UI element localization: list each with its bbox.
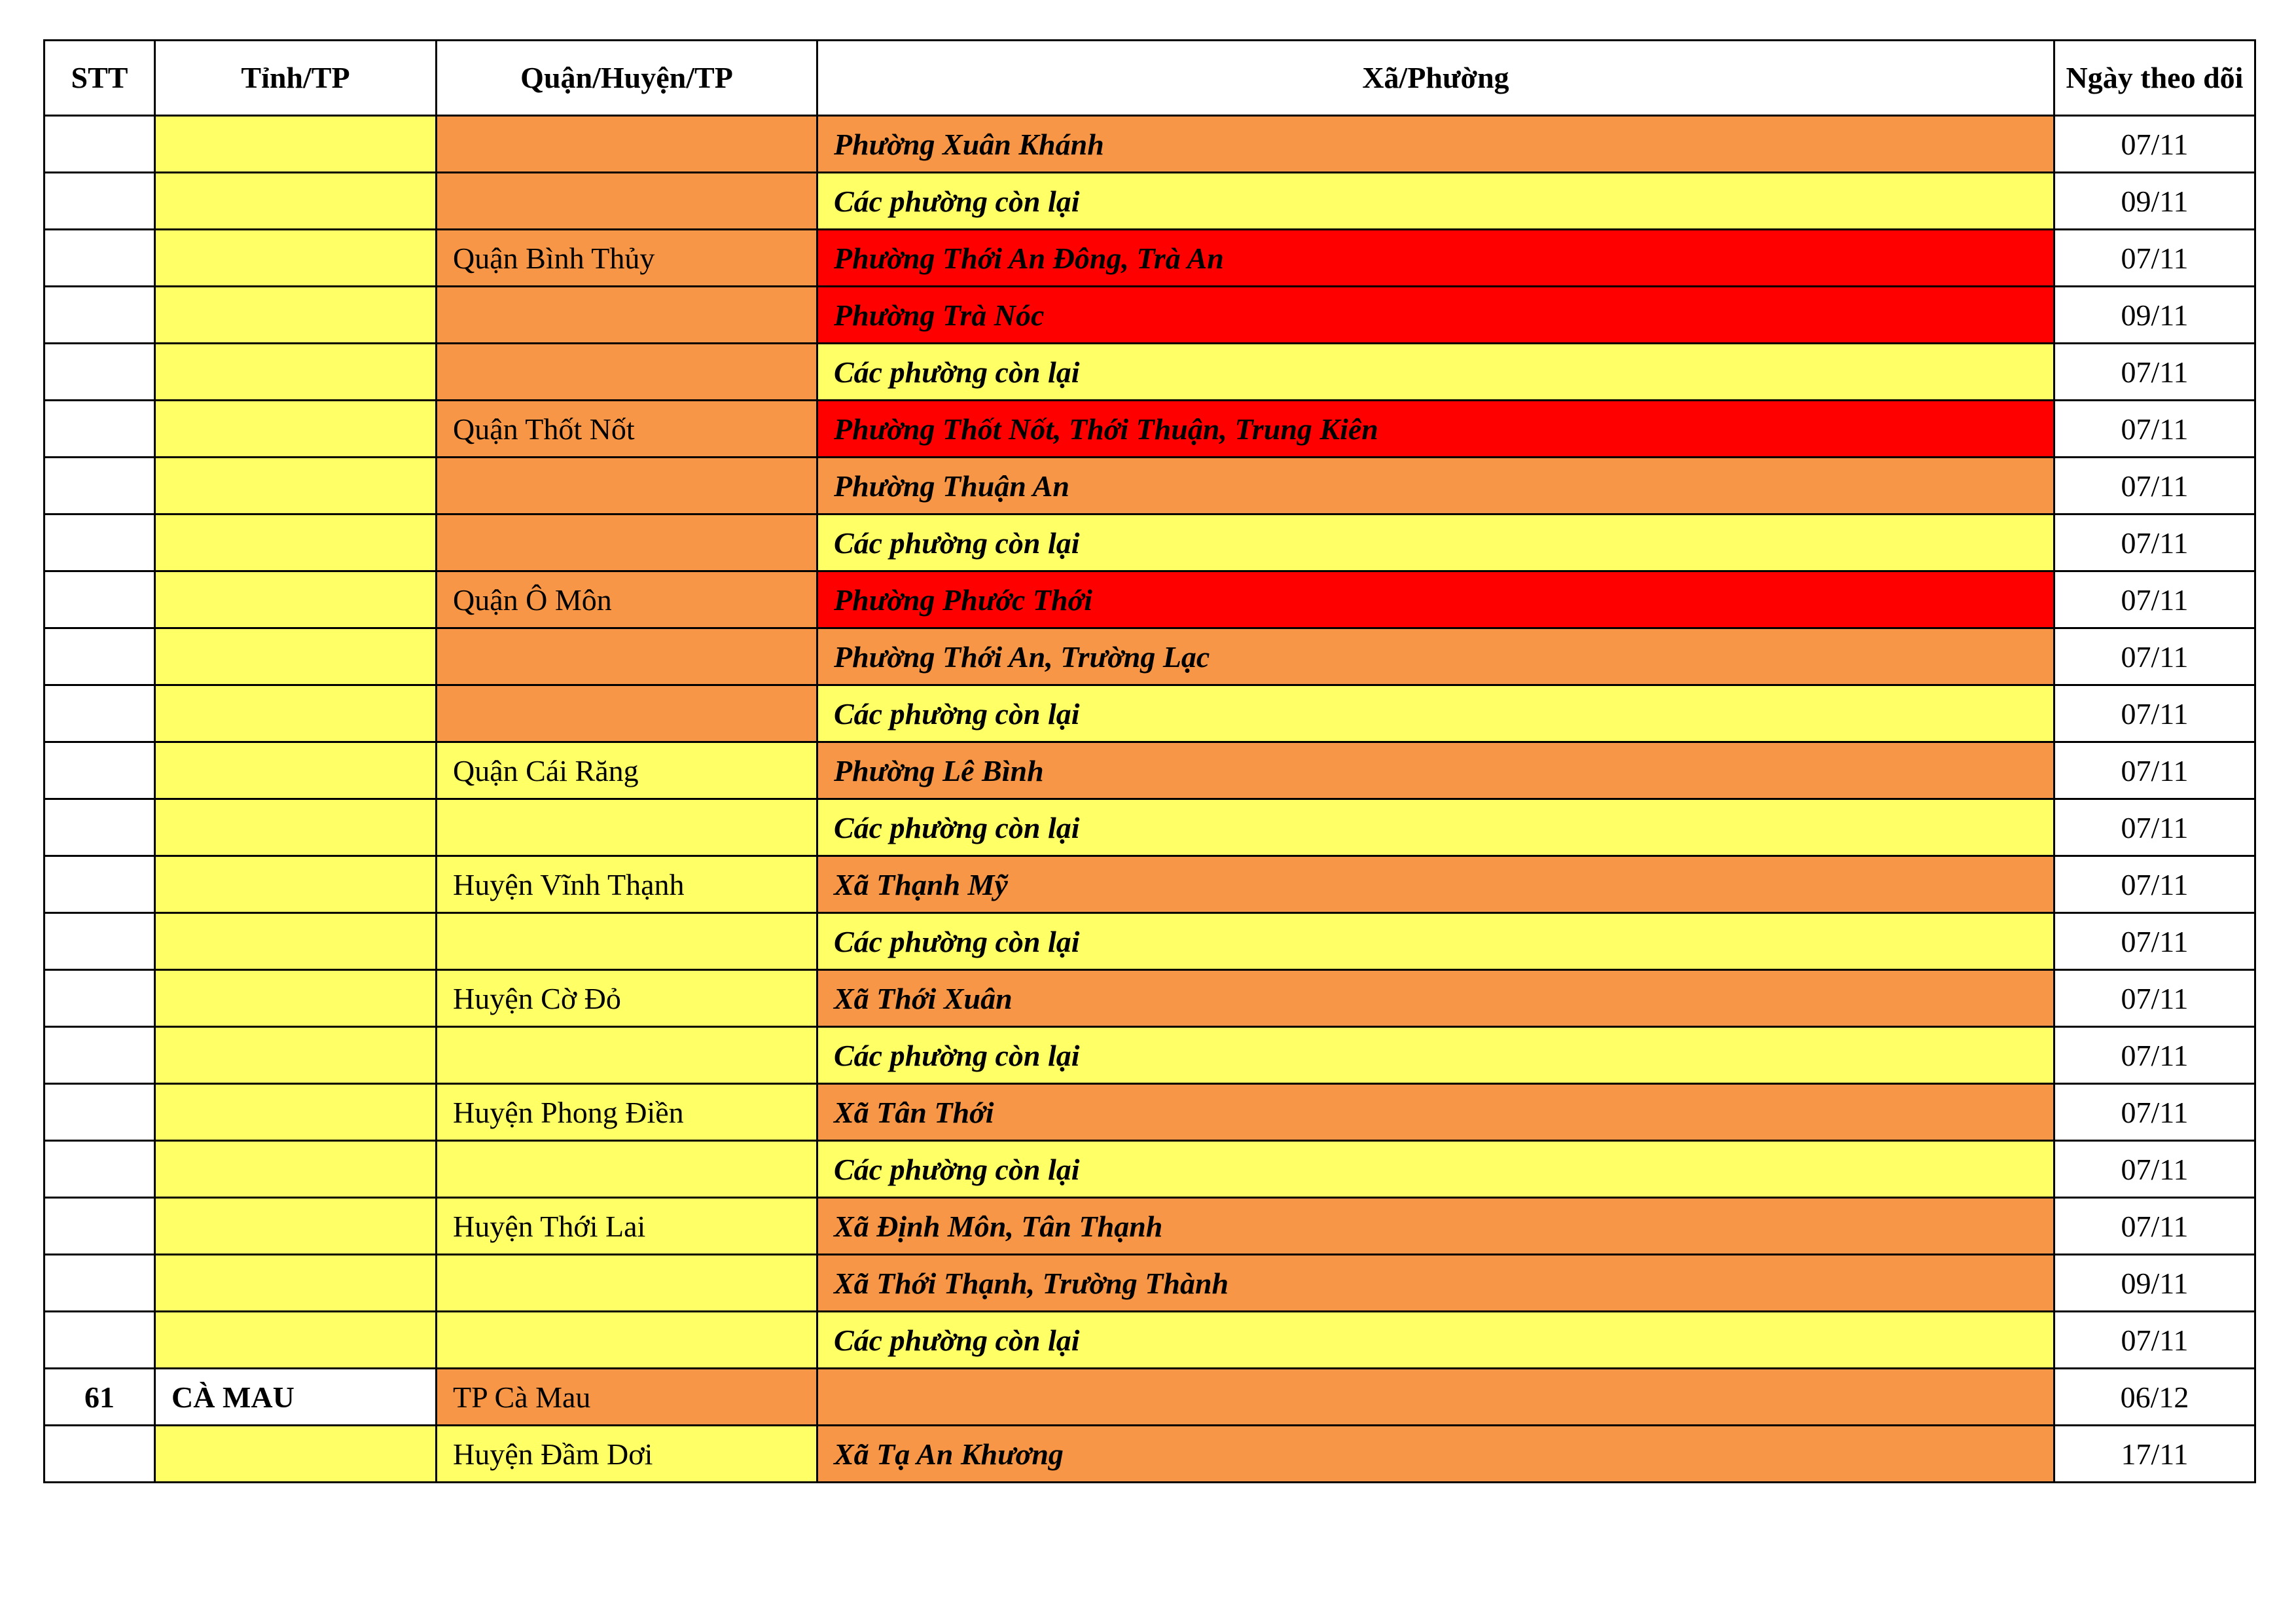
cell-stt bbox=[45, 856, 155, 913]
table-header bbox=[45, 41, 2255, 116]
table-row bbox=[45, 230, 2255, 287]
cell-xa: Phường Phước Thới bbox=[817, 571, 2054, 628]
cell-ngay: 07/11 bbox=[2054, 799, 2255, 856]
table-row bbox=[45, 1027, 2255, 1084]
table-row bbox=[45, 571, 2255, 628]
cell-tinh bbox=[155, 401, 437, 458]
cell-ngay: 09/11 bbox=[2054, 173, 2255, 230]
cell-ngay: 07/11 bbox=[2054, 970, 2255, 1027]
cell-stt bbox=[45, 571, 155, 628]
table-row bbox=[45, 173, 2255, 230]
table-body bbox=[45, 116, 2255, 1483]
cell-quan: Huyện Cờ Đỏ bbox=[437, 970, 817, 1027]
cell-tinh bbox=[155, 230, 437, 287]
table-row bbox=[45, 458, 2255, 514]
cell-tinh bbox=[155, 742, 437, 799]
table-row bbox=[45, 1369, 2255, 1426]
cell-stt bbox=[45, 628, 155, 685]
table-row bbox=[45, 856, 2255, 913]
cell-quan bbox=[437, 1255, 817, 1312]
table-row bbox=[45, 628, 2255, 685]
table-row bbox=[45, 913, 2255, 970]
cell-quan bbox=[437, 799, 817, 856]
cell-stt bbox=[45, 401, 155, 458]
cell-quan bbox=[437, 1312, 817, 1369]
cell-tinh bbox=[155, 799, 437, 856]
cell-stt bbox=[45, 514, 155, 571]
cell-tinh bbox=[155, 913, 437, 970]
cell-xa: Phường Xuân Khánh bbox=[817, 116, 2054, 173]
cell-stt: 61 bbox=[45, 1369, 155, 1426]
table-row bbox=[45, 1312, 2255, 1369]
cell-quan bbox=[437, 116, 817, 173]
cell-quan bbox=[437, 458, 817, 514]
cell-xa: Các phường còn lại bbox=[817, 514, 2054, 571]
cell-ngay: 07/11 bbox=[2054, 1141, 2255, 1198]
header-xa: Xã/Phường bbox=[817, 41, 2054, 116]
cell-stt bbox=[45, 1426, 155, 1483]
cell-tinh bbox=[155, 1255, 437, 1312]
cell-quan bbox=[437, 1027, 817, 1084]
table-row bbox=[45, 742, 2255, 799]
cell-ngay: 07/11 bbox=[2054, 116, 2255, 173]
cell-stt bbox=[45, 799, 155, 856]
cell-stt bbox=[45, 287, 155, 344]
cell-quan bbox=[437, 344, 817, 401]
cell-quan bbox=[437, 514, 817, 571]
cell-ngay: 07/11 bbox=[2054, 913, 2255, 970]
cell-ngay: 07/11 bbox=[2054, 230, 2255, 287]
cell-ngay: 07/11 bbox=[2054, 1312, 2255, 1369]
cell-tinh bbox=[155, 458, 437, 514]
cell-xa: Các phường còn lại bbox=[817, 344, 2054, 401]
table-row bbox=[45, 514, 2255, 571]
cell-xa: Các phường còn lại bbox=[817, 913, 2054, 970]
cell-xa: Xã Định Môn, Tân Thạnh bbox=[817, 1198, 2054, 1255]
cell-ngay: 09/11 bbox=[2054, 287, 2255, 344]
cell-ngay: 07/11 bbox=[2054, 685, 2255, 742]
cell-quan bbox=[437, 287, 817, 344]
cell-stt bbox=[45, 1198, 155, 1255]
cell-quan: TP Cà Mau bbox=[437, 1369, 817, 1426]
cell-tinh bbox=[155, 970, 437, 1027]
cell-xa: Xã Thới Xuân bbox=[817, 970, 2054, 1027]
table-row bbox=[45, 401, 2255, 458]
cell-xa: Phường Lê Bình bbox=[817, 742, 2054, 799]
cell-ngay: 06/12 bbox=[2054, 1369, 2255, 1426]
table-row bbox=[45, 344, 2255, 401]
table-row bbox=[45, 1255, 2255, 1312]
cell-xa: Phường Thới An, Trường Lạc bbox=[817, 628, 2054, 685]
cell-stt bbox=[45, 458, 155, 514]
cell-tinh bbox=[155, 628, 437, 685]
table-row bbox=[45, 287, 2255, 344]
cell-tinh bbox=[155, 344, 437, 401]
cell-quan bbox=[437, 628, 817, 685]
table-row bbox=[45, 1084, 2255, 1141]
cell-quan bbox=[437, 173, 817, 230]
cell-quan: Quận Bình Thủy bbox=[437, 230, 817, 287]
cell-stt bbox=[45, 230, 155, 287]
cell-xa: Phường Thuận An bbox=[817, 458, 2054, 514]
cell-ngay: 07/11 bbox=[2054, 1084, 2255, 1141]
document-page bbox=[43, 39, 2256, 1483]
header-quan: Quận/Huyện/TP bbox=[437, 41, 817, 116]
cell-xa: Phường Thới An Đông, Trà An bbox=[817, 230, 2054, 287]
cell-xa: Các phường còn lại bbox=[817, 685, 2054, 742]
cell-quan bbox=[437, 685, 817, 742]
cell-tinh bbox=[155, 571, 437, 628]
cell-xa: Phường Trà Nóc bbox=[817, 287, 2054, 344]
cell-quan: Quận Ô Môn bbox=[437, 571, 817, 628]
cell-xa: Các phường còn lại bbox=[817, 799, 2054, 856]
cell-stt bbox=[45, 116, 155, 173]
cell-stt bbox=[45, 173, 155, 230]
cell-quan bbox=[437, 913, 817, 970]
table-row bbox=[45, 970, 2255, 1027]
cell-ngay: 07/11 bbox=[2054, 344, 2255, 401]
cell-tinh bbox=[155, 287, 437, 344]
cell-stt bbox=[45, 344, 155, 401]
cell-quan: Huyện Phong Điền bbox=[437, 1084, 817, 1141]
table-row bbox=[45, 685, 2255, 742]
cell-stt bbox=[45, 913, 155, 970]
cell-xa: Các phường còn lại bbox=[817, 1141, 2054, 1198]
table-row bbox=[45, 116, 2255, 173]
cell-stt bbox=[45, 1255, 155, 1312]
cell-xa bbox=[817, 1369, 2054, 1426]
cell-quan: Huyện Thới Lai bbox=[437, 1198, 817, 1255]
cell-tinh bbox=[155, 1312, 437, 1369]
table-row bbox=[45, 1426, 2255, 1483]
cell-stt bbox=[45, 685, 155, 742]
table-row bbox=[45, 1198, 2255, 1255]
header-stt: STT bbox=[45, 41, 155, 116]
cell-ngay: 07/11 bbox=[2054, 458, 2255, 514]
cell-ngay: 07/11 bbox=[2054, 1198, 2255, 1255]
cell-xa: Các phường còn lại bbox=[817, 1312, 2054, 1369]
cell-ngay: 07/11 bbox=[2054, 856, 2255, 913]
cell-tinh bbox=[155, 1027, 437, 1084]
cell-xa: Xã Thới Thạnh, Trường Thành bbox=[817, 1255, 2054, 1312]
cell-stt bbox=[45, 1027, 155, 1084]
cell-ngay: 07/11 bbox=[2054, 401, 2255, 458]
cell-ngay: 07/11 bbox=[2054, 571, 2255, 628]
cell-quan bbox=[437, 1141, 817, 1198]
cell-tinh bbox=[155, 1426, 437, 1483]
cell-tinh: CÀ MAU bbox=[155, 1369, 437, 1426]
cell-tinh bbox=[155, 173, 437, 230]
header-row bbox=[45, 41, 2255, 116]
cell-tinh bbox=[155, 116, 437, 173]
cell-ngay: 07/11 bbox=[2054, 514, 2255, 571]
cell-tinh bbox=[155, 856, 437, 913]
header-ngay: Ngày theo dõi bbox=[2054, 41, 2255, 116]
cell-stt bbox=[45, 1141, 155, 1198]
cell-quan: Huyện Vĩnh Thạnh bbox=[437, 856, 817, 913]
cell-tinh bbox=[155, 514, 437, 571]
cell-xa: Xã Tân Thới bbox=[817, 1084, 2054, 1141]
table-row bbox=[45, 1141, 2255, 1198]
cell-stt bbox=[45, 1084, 155, 1141]
cell-ngay: 07/11 bbox=[2054, 1027, 2255, 1084]
cell-xa: Các phường còn lại bbox=[817, 1027, 2054, 1084]
cell-xa: Xã Tạ An Khương bbox=[817, 1426, 2054, 1483]
cell-tinh bbox=[155, 1084, 437, 1141]
cell-stt bbox=[45, 1312, 155, 1369]
header-tinh: Tỉnh/TP bbox=[155, 41, 437, 116]
cell-xa: Các phường còn lại bbox=[817, 173, 2054, 230]
cell-ngay: 07/11 bbox=[2054, 742, 2255, 799]
cell-tinh bbox=[155, 1141, 437, 1198]
cell-tinh bbox=[155, 685, 437, 742]
table-row bbox=[45, 799, 2255, 856]
cell-xa: Xã Thạnh Mỹ bbox=[817, 856, 2054, 913]
cell-quan: Quận Cái Răng bbox=[437, 742, 817, 799]
cell-quan: Huyện Đầm Dơi bbox=[437, 1426, 817, 1483]
cell-ngay: 09/11 bbox=[2054, 1255, 2255, 1312]
cell-xa: Phường Thốt Nốt, Thới Thuận, Trung Kiên bbox=[817, 401, 2054, 458]
cell-ngay: 17/11 bbox=[2054, 1426, 2255, 1483]
cell-ngay: 07/11 bbox=[2054, 628, 2255, 685]
covid-risk-level-table bbox=[43, 39, 2256, 1483]
cell-stt bbox=[45, 970, 155, 1027]
cell-quan: Quận Thốt Nốt bbox=[437, 401, 817, 458]
cell-stt bbox=[45, 742, 155, 799]
cell-tinh bbox=[155, 1198, 437, 1255]
